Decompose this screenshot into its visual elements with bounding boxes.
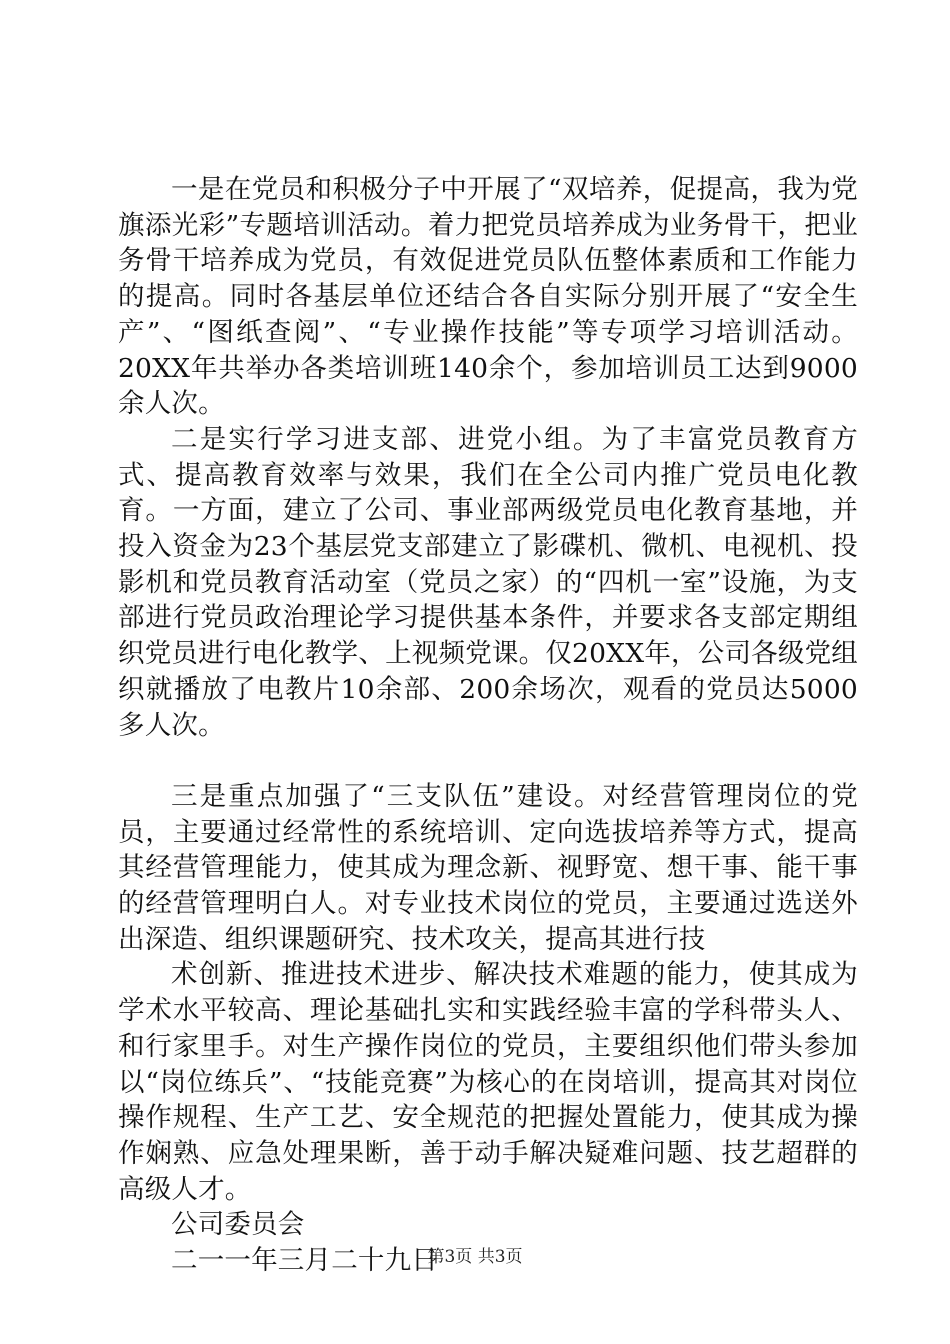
paragraph-training: 一是在党员和积极分子中开展了“双培养，促提高，我为党旗添光彩”专题培训活动。着力把党员培养成为业务骨干，把业务骨干培养成为党员，有效促进党员队伍整体素质和工作能力的提高。同时各基层单位还结合各自实际分别开展了“安全生产”、“图纸查阅”、“专业操作技能”等专项学习培训活动。20XX年共举办各类培训班140余个，参加培训员工达到9000余人次。 [118, 174, 858, 420]
signature-organization: 公司委员会 [171, 1209, 305, 1241]
paragraph-three-teams: 三是重点加强了“三支队伍”建设。对经营管理岗位的党员，主要通过经常性的系统培训、定向选拔培养等方式，提高其经营管理能力，使其成为理念新、视野宽、想干事、能干事的经营管理明白人。对专业技术岗位的党员，主要通过选送外出深造、组织课题研究、技术攻关，提高其进行技 [118, 780, 858, 955]
page-footer [0, 1246, 950, 1268]
paragraph-three-teams-continued: 术创新、推进技术进步、解决技术难题的能力，使其成为学术水平较高、理论基础扎实和实践经验丰富的学科带头人、和行家里手。对生产操作岗位的党员，主要组织他们带头参加以“岗位练兵”、“技能竞赛”为核心的在岗培训，提高其对岗位操作规程、生产工艺、安全规范的把握处置能力，使其成为操作娴熟、应急处理果断，善于动手解决疑难问题、技艺超群的高级人才。 [118, 959, 858, 1205]
paragraph-e-learning: 二是实行学习进支部、进党小组。为了丰富党员教育方式、提高教育效率与效果，我们在全公司内推广党员电化教育。一方面，建立了公司、事业部两级党员电化教育基地，并投入资金为23个基层党支部建立了影碟机、微机、电视机、投影机和党员教育活动室（党员之家）的“四机一室”设施，为支部进行党员政治理论学习提供基本条件，并要求各支部定期组织党员进行电化教学、上视频党课。仅20XX年，公司各级党组织就播放了电教片10余部、200余场次，观看的党员达5000多人次。 [118, 423, 858, 741]
signature-date: 二一一年三月二十九日 [171, 1245, 438, 1277]
page-number-label: 第3页 共3页 [427, 1247, 523, 1267]
document-body [118, 172, 858, 1279]
paragraph-spacer [118, 743, 858, 779]
